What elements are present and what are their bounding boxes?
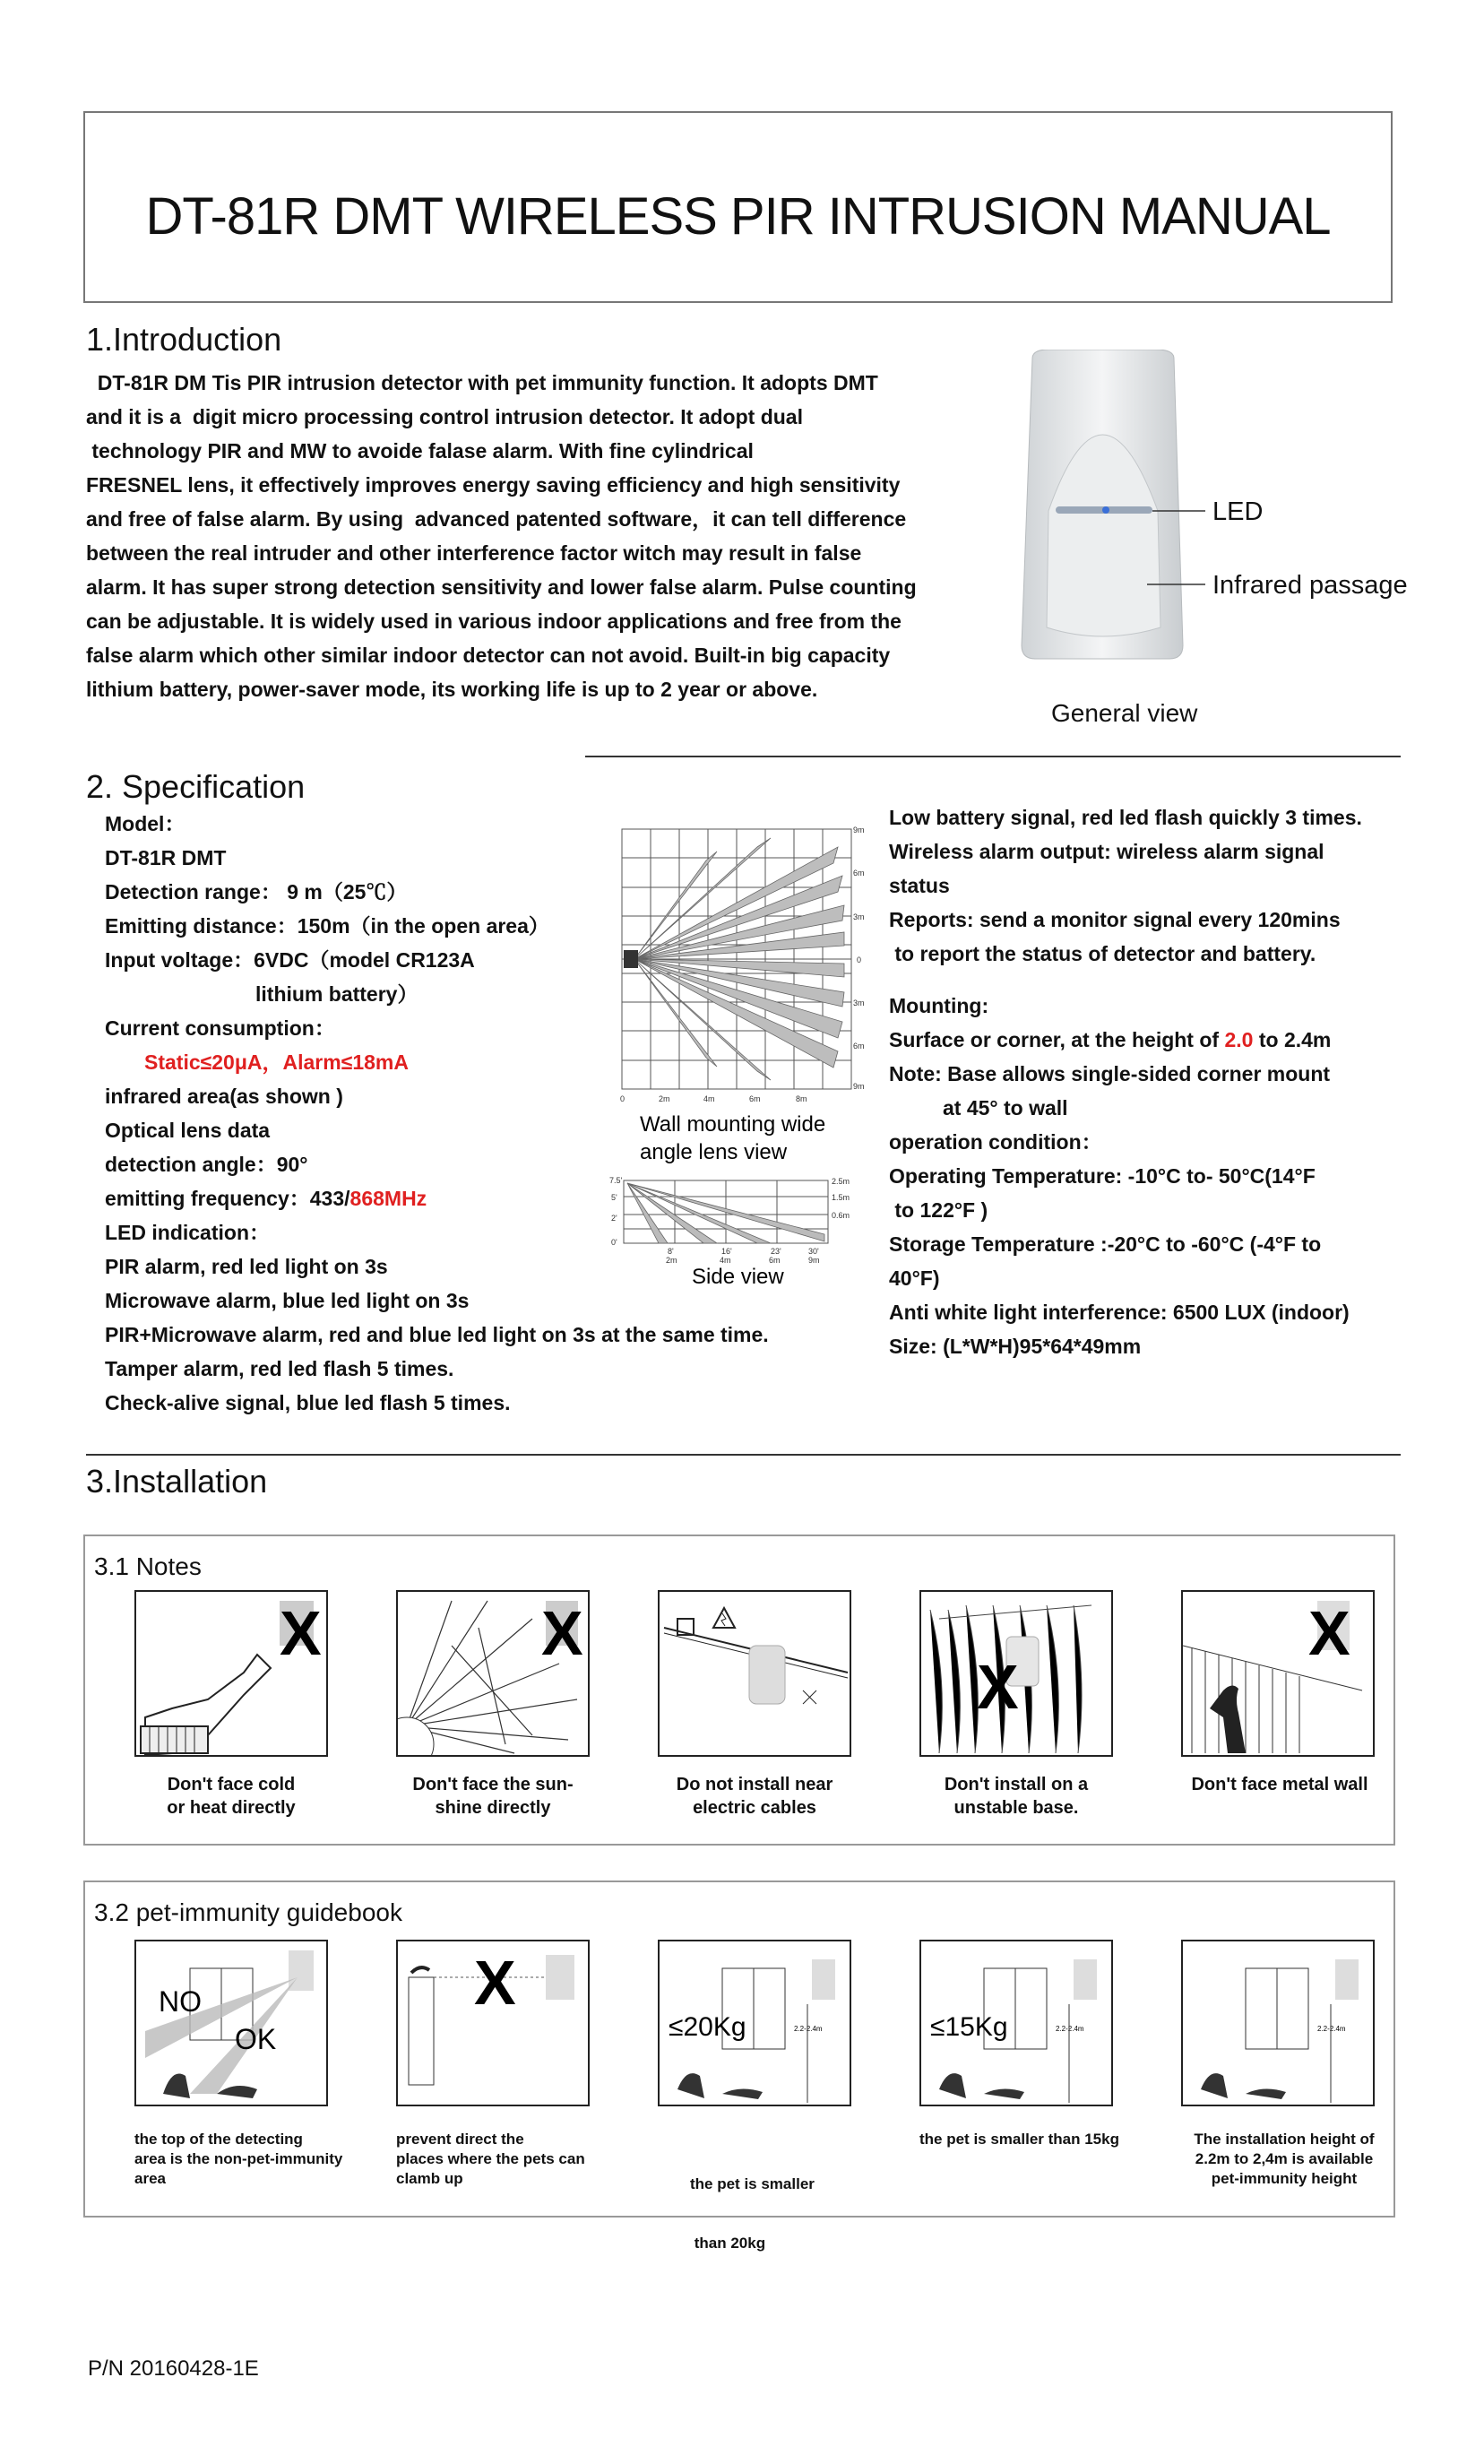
- side-tick-left: 7.5': [609, 1176, 623, 1185]
- side-tick-ft: 16': [721, 1247, 732, 1256]
- height-label: 2.2-2.4m: [794, 2025, 823, 2033]
- pet-caption: [134, 2130, 358, 2189]
- tick-bottom: 8m: [796, 1094, 807, 1103]
- optical-lens: Optical lens data: [105, 1119, 271, 1142]
- top-caption-2: angle lens view: [640, 1140, 788, 1164]
- tick-bottom: 6m: [749, 1094, 761, 1103]
- freq-prefix: emitting frequency：433/: [105, 1187, 350, 1210]
- side-tick-right: 1.5m: [832, 1193, 850, 1202]
- reports: Reports: send a monitor signal every 120mins: [889, 908, 1341, 931]
- pet-caption-line: prevent direct the: [396, 2131, 524, 2148]
- op-temp-2: to 122°F ): [889, 1198, 988, 1222]
- mounting-height: [889, 1023, 1362, 1057]
- pet-caption-line: than 20kg: [690, 2235, 766, 2252]
- mount-suffix: to 2.4m: [1253, 1028, 1332, 1051]
- pet-caption-line: the top of the detecting: [134, 2131, 303, 2148]
- page-title: DT-81R DMT WIRELESS PIR INTRUSION MANUAL: [145, 186, 1331, 246]
- pet-image-3: [658, 1940, 851, 2106]
- side-tick-left: 0': [611, 1238, 617, 1247]
- size: Size: (L*W*H)95*64*49mm: [889, 1335, 1142, 1358]
- tick-bottom: 4m: [703, 1094, 715, 1103]
- side-tick-ft: 23': [771, 1247, 781, 1256]
- model-value: DT-81R DMT: [105, 846, 227, 869]
- input-voltage: Input voltage：6VDC（model CR123A: [105, 948, 475, 972]
- section-divider: [585, 756, 1401, 757]
- led-label: LED: [1212, 497, 1264, 526]
- storage-temp: Storage Temperature :-20°C to -60°C (-4°F to: [889, 1232, 1322, 1256]
- pet-caption-line: area is the non-pet-immunity: [134, 2150, 343, 2167]
- note-image-metal-wall: [1181, 1590, 1375, 1757]
- pet-image-1: [134, 1940, 328, 2106]
- freq-red: 868MHz: [349, 1187, 427, 1210]
- note-caption-line: Don't face the sun-: [412, 1775, 574, 1794]
- general-view-caption: General view: [1051, 699, 1198, 727]
- side-tick-ft: 8': [668, 1247, 674, 1256]
- current-value: Static≤20μA，Alarm≤18mA: [144, 1050, 409, 1074]
- mount-red: 2.0: [1224, 1028, 1254, 1051]
- note-caption-line: Don't face metal wall: [1191, 1775, 1368, 1794]
- pir-mw-alarm: PIR+Microwave alarm, red and blue led light on 3s at the same time.: [105, 1323, 769, 1346]
- side-tick-left: 2': [611, 1214, 617, 1223]
- side-tick-m: 6m: [769, 1256, 781, 1265]
- spec-right-column: [889, 800, 1362, 1363]
- intro-line: FRESNEL lens, it effectively improves energy saving efficiency and high sensitivity: [86, 473, 901, 497]
- intro-line: lithium battery, power-saver mode, its working life is up to 2 year or above.: [86, 678, 818, 701]
- note-image-cold-heat: [134, 1590, 328, 1757]
- note-caption-line: Don't install on a: [944, 1775, 1089, 1794]
- pet-heading: 3.2 pet-immunity guidebook: [94, 1898, 402, 1926]
- detector-product-image: [1013, 350, 1389, 699]
- tick-bottom: 0: [620, 1094, 626, 1103]
- note-caption: [649, 1773, 860, 1820]
- install-heading: 3.Installation: [86, 1463, 268, 1500]
- notes-heading: 3.1 Notes: [94, 1552, 202, 1580]
- mounting-label: Mounting:: [889, 994, 989, 1017]
- pet-box: [83, 1880, 1395, 2252]
- pet-caption-line: The installation height of: [1194, 2131, 1375, 2148]
- side-tick-m: 2m: [666, 1256, 677, 1265]
- side-tick-ft: 30': [808, 1247, 819, 1256]
- pir-alarm: PIR alarm, red led light on 3s: [105, 1255, 388, 1278]
- note-caption: [910, 1773, 1122, 1820]
- tick-bottom: 2m: [659, 1094, 670, 1103]
- notes-box: [83, 1535, 1395, 1846]
- pet-caption-line: the pet is smaller: [690, 2175, 815, 2192]
- x-mark: X: [1308, 1598, 1350, 1668]
- infrared-area: infrared area(as shown ): [105, 1085, 343, 1108]
- pet-image-4: [919, 1940, 1113, 2106]
- pet-caption-line: pet-immunity height: [1211, 2170, 1358, 2187]
- part-number: P/N 20160428-1E: [88, 2356, 259, 2381]
- x-mark: X: [977, 1652, 1019, 1722]
- tamper-alarm: Tamper alarm, red led flash 5 times.: [105, 1357, 454, 1380]
- top-caption-1: Wall mounting wide: [640, 1112, 826, 1137]
- note-image-sunshine: [396, 1590, 590, 1757]
- height-label: 2.2-2.4m: [1056, 2025, 1084, 2033]
- note-image-unstable: [919, 1590, 1113, 1757]
- note-2: at 45° to wall: [943, 1096, 1068, 1120]
- infrared-label: Infrared passage: [1212, 571, 1408, 600]
- intro-line: can be adjustable. It is widely used in various indoor applications and free from the: [86, 610, 902, 633]
- mw-alarm: Microwave alarm, blue led light on 3s: [105, 1289, 470, 1312]
- note-caption-line: or heat directly: [167, 1798, 296, 1818]
- tick-right: 6m: [853, 869, 865, 878]
- note: Note: Base allows single-sided corner mount: [889, 1062, 1331, 1085]
- intro-line: technology PIR and MW to avoide falase alarm. With fine cylindrical: [86, 439, 754, 463]
- section-divider: [86, 1454, 1401, 1456]
- emitting-distance: Emitting distance：150m（in the open area）: [105, 914, 549, 938]
- tick-right: 9m: [853, 826, 865, 834]
- anti-light: Anti white light interference: 6500 LUX (indoor): [889, 1301, 1350, 1324]
- pet-caption: [690, 2135, 896, 2293]
- height-label: 2.2-2.4m: [1317, 2025, 1346, 2033]
- note-caption: [387, 1773, 599, 1820]
- intro-heading: 1.Introduction: [86, 321, 282, 358]
- pet-caption-line: places where the pets can: [396, 2150, 585, 2167]
- pet-image-2: [396, 1940, 590, 2106]
- intro-line: false alarm which other similar indoor detector can not avoid. Built-in big capacity: [86, 644, 891, 667]
- led-indication: LED indication：: [105, 1221, 270, 1244]
- detection-angle: detection angle：90°: [105, 1153, 308, 1176]
- detection-pattern-diagram: [609, 820, 878, 1322]
- pet-caption-line: area: [134, 2170, 166, 2187]
- tick-right: 9m: [853, 1082, 865, 1091]
- check-alive: Check-alive signal, blue led flash 5 times.: [105, 1391, 511, 1414]
- side-caption: Side view: [692, 1265, 784, 1289]
- tick-right: 3m: [853, 999, 865, 1007]
- note-caption-line: Don't face cold: [167, 1775, 296, 1794]
- title-box: [83, 111, 1393, 303]
- op-temp: Operating Temperature: -10°C to- 50°C(14°F: [889, 1164, 1316, 1188]
- pet-caption-line: the pet is smaller than 15kg: [919, 2131, 1119, 2148]
- current-label: Current consumption：: [105, 1016, 335, 1040]
- side-tick-m: 9m: [808, 1256, 820, 1265]
- x-mark: X: [280, 1598, 322, 1668]
- pet-caption: [919, 2130, 1152, 2149]
- intro-line: and it is a digit micro processing control intrusion detector. It adopt dual: [86, 405, 803, 428]
- intro-line: DT-81R DM Tis PIR intrusion detector with pet immunity function. It adopts DMT: [86, 371, 878, 394]
- note-image-cables: [658, 1590, 851, 1757]
- x-mark: X: [541, 1598, 583, 1668]
- intro-line: between the real intruder and other interference factor witch may result in false: [86, 541, 862, 565]
- side-tick-right: 2.5m: [832, 1177, 850, 1186]
- low-battery: Low battery signal, red led flash quickly 3 times.: [889, 806, 1362, 829]
- note-caption-line: shine directly: [435, 1798, 551, 1818]
- intro-line: and free of false alarm. By using advanced patented software，it can tell difference: [86, 507, 907, 531]
- note-caption: [1172, 1773, 1387, 1796]
- note-caption-line: unstable base.: [953, 1798, 1079, 1818]
- input-voltage-2: lithium battery）: [255, 982, 418, 1006]
- model-label: Model：: [105, 812, 186, 835]
- tick-right: 0: [857, 955, 862, 964]
- intro-line: alarm. It has super strong detection sensitivity and lower false alarm. Pulse counting: [86, 575, 917, 599]
- weight-15-label: ≤15Kg: [930, 2012, 1008, 2042]
- op-condition: operation condition：: [889, 1130, 1102, 1154]
- ok-label: OK: [235, 2023, 277, 2055]
- wireless-output: Wireless alarm output: wireless alarm signal: [889, 840, 1324, 863]
- tick-right: 3m: [853, 912, 865, 921]
- side-tick-m: 4m: [720, 1256, 731, 1265]
- note-caption: [125, 1773, 337, 1820]
- mount-prefix: Surface or corner, at the height of: [889, 1028, 1225, 1051]
- pet-caption-line: 2.2m to 2,4m is available: [1195, 2150, 1374, 2167]
- pet-caption-line: clamb up: [396, 2170, 463, 2187]
- no-label: NO: [159, 1985, 202, 2018]
- tick-right: 6m: [853, 1042, 865, 1050]
- side-tick-left: 5': [611, 1193, 617, 1202]
- reports-2: to report the status of detector and battery.: [889, 942, 1316, 965]
- side-tick-right: 0.6m: [832, 1211, 850, 1220]
- note-caption-line: Do not install near: [676, 1775, 833, 1794]
- detection-range: Detection range： 9 m（25℃）: [105, 880, 408, 903]
- pet-image-5: [1181, 1940, 1375, 2106]
- pet-caption: [396, 2130, 620, 2189]
- weight-20-label: ≤20Kg: [669, 2012, 746, 2042]
- x-mark: X: [474, 1948, 516, 2018]
- pet-caption: [1181, 2130, 1387, 2189]
- spec-heading: 2. Specification: [86, 768, 306, 805]
- note-caption-line: electric cables: [693, 1798, 816, 1818]
- intro-paragraph: [86, 366, 982, 706]
- storage-temp-2: 40°F): [889, 1267, 940, 1290]
- status: status: [889, 874, 950, 897]
